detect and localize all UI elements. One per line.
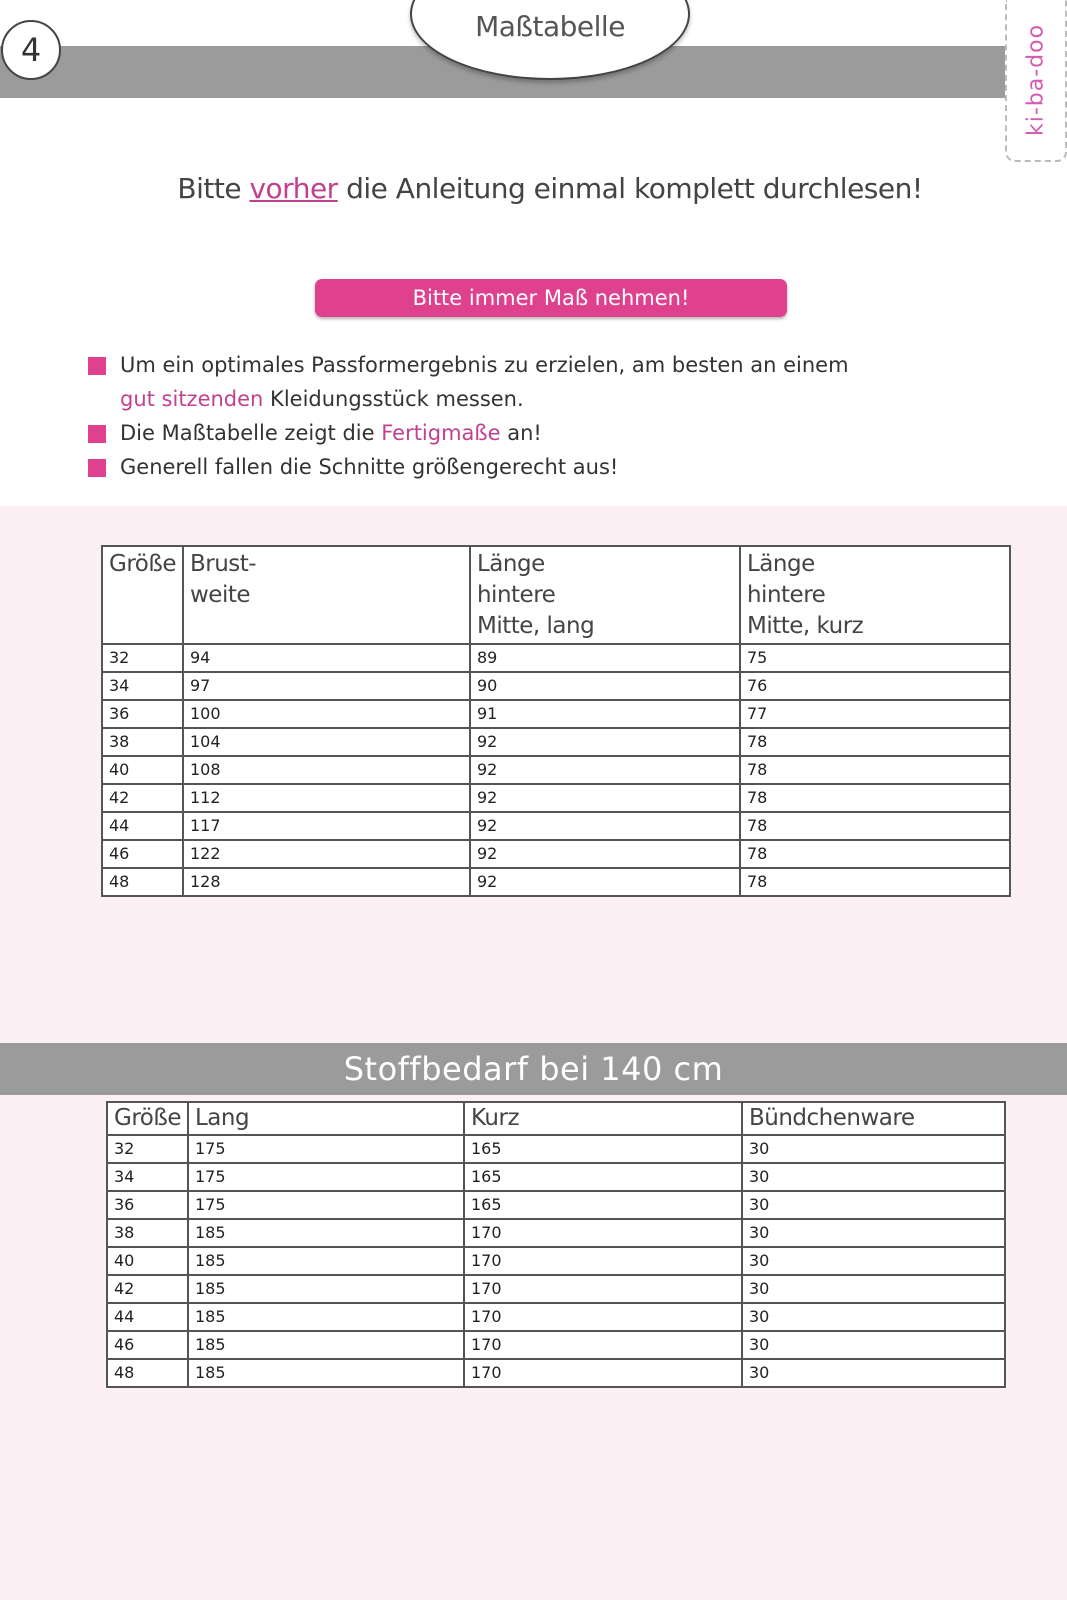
table-cell: 112 — [183, 784, 470, 812]
bullet-text: Die Maßtabelle zeigt die — [120, 421, 382, 445]
header-short: Kurz — [464, 1102, 742, 1135]
header-back-short — [740, 546, 1010, 644]
table-cell: 42 — [102, 784, 183, 812]
table-cell: 34 — [107, 1163, 188, 1191]
table-cell: 91 — [470, 700, 740, 728]
table-row — [102, 868, 1010, 896]
bullet-square-icon — [88, 425, 106, 443]
table-cell: 122 — [183, 840, 470, 868]
table-row — [102, 840, 1010, 868]
table-cell: 75 — [740, 644, 1010, 672]
table-cell: 175 — [188, 1135, 464, 1163]
table-cell: 36 — [107, 1191, 188, 1219]
table-cell: 30 — [742, 1219, 1005, 1247]
table-cell: 185 — [188, 1275, 464, 1303]
table-cell: 100 — [183, 700, 470, 728]
table-cell: 30 — [742, 1135, 1005, 1163]
table-cell: 78 — [740, 756, 1010, 784]
bullet-highlight: Fertigmaße — [381, 421, 501, 445]
header-chest — [183, 546, 470, 644]
header-back-long-text: Länge hintere Mitte, lang — [476, 551, 595, 639]
table-row — [102, 672, 1010, 700]
table-cell: 30 — [742, 1191, 1005, 1219]
table-cell: 94 — [183, 644, 470, 672]
table-row — [102, 700, 1010, 728]
table-row — [107, 1163, 1005, 1191]
table-cell: 38 — [107, 1219, 188, 1247]
table-row — [102, 728, 1010, 756]
table-cell: 108 — [183, 756, 470, 784]
table-cell: 30 — [742, 1359, 1005, 1387]
header-size: Größe — [107, 1102, 188, 1135]
table-row — [102, 644, 1010, 672]
table-cell: 78 — [740, 728, 1010, 756]
bullet-item-continuation — [88, 382, 988, 416]
bullet-highlight: gut sitzenden — [120, 387, 264, 411]
table-cell: 185 — [188, 1219, 464, 1247]
table-cell: 175 — [188, 1163, 464, 1191]
table-cell: 46 — [102, 840, 183, 868]
table-cell: 46 — [107, 1331, 188, 1359]
table-cell: 76 — [740, 672, 1010, 700]
table-cell: 170 — [464, 1247, 742, 1275]
table-cell: 30 — [742, 1303, 1005, 1331]
table-cell: 32 — [102, 644, 183, 672]
table-cell: 38 — [102, 728, 183, 756]
table-row — [102, 784, 1010, 812]
table-cell: 170 — [464, 1275, 742, 1303]
table-cell: 90 — [470, 672, 740, 700]
bullet-item — [88, 416, 988, 450]
header-size-text: Größe — [109, 551, 176, 577]
intro-text — [0, 172, 1067, 205]
table-cell: 78 — [740, 840, 1010, 868]
table-cell: 78 — [740, 868, 1010, 896]
table-cell: 40 — [107, 1247, 188, 1275]
table-cell: 42 — [107, 1275, 188, 1303]
table-cell: 170 — [464, 1219, 742, 1247]
measure-notice-button: Bitte immer Maß nehmen! — [315, 279, 787, 317]
table-cell: 165 — [464, 1163, 742, 1191]
table-cell: 44 — [102, 812, 183, 840]
table-row — [107, 1135, 1005, 1163]
table-cell: 92 — [470, 868, 740, 896]
table-cell: 78 — [740, 812, 1010, 840]
table-cell: 77 — [740, 700, 1010, 728]
bullet-text: an! — [500, 421, 542, 445]
bullet-item — [88, 348, 988, 382]
table-cell: 92 — [470, 784, 740, 812]
table-cell: 78 — [740, 784, 1010, 812]
header-long: Lang — [188, 1102, 464, 1135]
header-chest-text: Brust- weite — [189, 551, 257, 608]
table-cell: 170 — [464, 1331, 742, 1359]
page-title: Maßtabelle — [475, 10, 625, 43]
table-row — [107, 1219, 1005, 1247]
bullet-list — [88, 348, 988, 484]
table-cell: 97 — [183, 672, 470, 700]
table-cell: 48 — [107, 1359, 188, 1387]
intro-emphasis: vorher — [249, 172, 338, 205]
table-header-row — [102, 546, 1010, 644]
table-cell: 34 — [102, 672, 183, 700]
table-row — [107, 1331, 1005, 1359]
table-cell: 36 — [102, 700, 183, 728]
fabric-table — [106, 1101, 1006, 1388]
table-row — [107, 1191, 1005, 1219]
table-cell: 92 — [470, 840, 740, 868]
intro-after: die Anleitung einmal komplett durchlesen! — [337, 172, 923, 205]
table-row — [107, 1359, 1005, 1387]
table-row — [107, 1275, 1005, 1303]
bullet-text: Um ein optimales Passformergebnis zu erzielen, am besten an einem — [120, 353, 849, 377]
table-cell: 170 — [464, 1303, 742, 1331]
table-cell: 44 — [107, 1303, 188, 1331]
table-cell: 30 — [742, 1163, 1005, 1191]
table-header-row — [107, 1102, 1005, 1135]
table-cell: 48 — [102, 868, 183, 896]
table-cell: 170 — [464, 1359, 742, 1387]
bullet-text: Generell fallen die Schnitte größengerecht aus! — [120, 455, 619, 479]
table-cell: 185 — [188, 1359, 464, 1387]
size-table — [101, 545, 1011, 897]
table-cell: 128 — [183, 868, 470, 896]
table-row — [107, 1247, 1005, 1275]
table-cell: 104 — [183, 728, 470, 756]
table-row — [107, 1303, 1005, 1331]
fabric-section-title: Stoffbedarf bei 140 cm — [0, 1043, 1067, 1095]
header-ribbing: Bündchenware — [742, 1102, 1005, 1135]
table-cell: 89 — [470, 644, 740, 672]
table-cell: 40 — [102, 756, 183, 784]
table-row — [102, 756, 1010, 784]
bullet-square-icon — [88, 357, 106, 375]
table-cell: 185 — [188, 1247, 464, 1275]
table-cell: 92 — [470, 756, 740, 784]
header-back-long — [470, 546, 740, 644]
table-cell: 92 — [470, 812, 740, 840]
table-cell: 165 — [464, 1191, 742, 1219]
table-cell: 30 — [742, 1331, 1005, 1359]
intro-before: Bitte — [177, 172, 250, 205]
brand-logo: ki-ba-doo — [1023, 23, 1049, 137]
table-cell: 32 — [107, 1135, 188, 1163]
table-cell: 185 — [188, 1331, 464, 1359]
page-number: 4 — [1, 20, 61, 80]
header-back-short-text: Länge hintere Mitte, kurz — [746, 551, 864, 639]
table-cell: 30 — [742, 1275, 1005, 1303]
bullet-text: Kleidungsstück messen. — [263, 387, 524, 411]
table-cell: 165 — [464, 1135, 742, 1163]
table-row — [102, 812, 1010, 840]
bullet-square-icon — [88, 459, 106, 477]
table-cell: 185 — [188, 1303, 464, 1331]
header-size — [102, 546, 183, 644]
table-cell: 175 — [188, 1191, 464, 1219]
bullet-item — [88, 450, 988, 484]
table-cell: 117 — [183, 812, 470, 840]
table-cell: 30 — [742, 1247, 1005, 1275]
table-cell: 92 — [470, 728, 740, 756]
